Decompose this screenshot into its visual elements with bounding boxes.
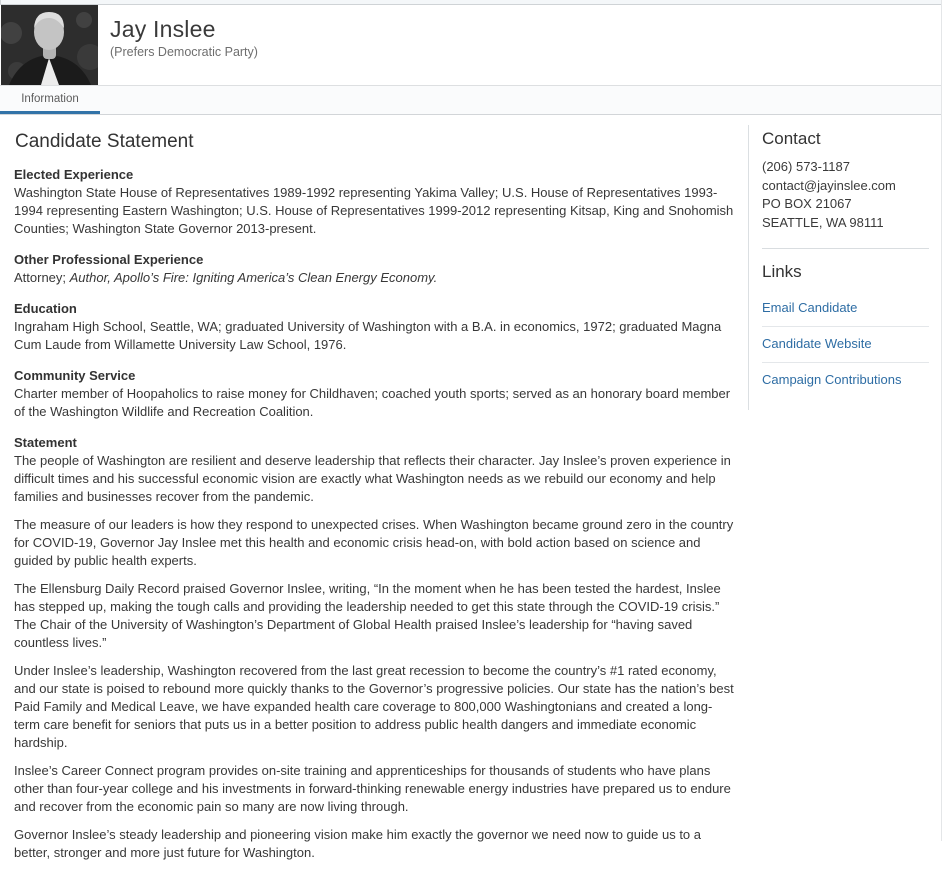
sidebar-divider — [762, 248, 929, 249]
links-heading: Links — [762, 262, 802, 281]
section-body: Washington State House of Representatives 1989-1992 representing Yakima Valley; U.S. House of Representatives 1993-1994 representing Eastern Washington; U.S. House of Representatives 1999-2012 representing Kitsap, King and Snohomish Counties; Washington State Governor 2013-present. — [14, 185, 734, 236]
statement-paragraph: The measure of our leaders is how they respond to unexpected crises. When Washington became ground zero in the country for COVID-19, Governor Jay Inslee met this health and economic crisis head-on, with bold action based on science and guided by public health experts. — [14, 517, 734, 568]
section-community-service — [14, 367, 735, 421]
statement-paragraph: Inslee’s Career Connect program provides on-site training and apprenticeships for thousands of students who have plans other than four-year college and his investments in forward-thinking renewable energy industries have prepared us to endure and recover from the economic pain so many are now living through. — [14, 763, 731, 814]
contact-address-line2: SEATTLE, WA 98111 — [762, 214, 884, 230]
campaign-contributions-link[interactable]: Campaign Contributions — [762, 372, 902, 387]
candidate-header — [0, 5, 941, 86]
section-other-professional-experience — [14, 251, 735, 287]
section-body: Ingraham High School, Seattle, WA; graduated University of Washington with a B.A. in economics, 1972; graduated Magna Cum Laude from Willamette University Law School, 1976. — [14, 319, 722, 352]
section-heading: Statement — [14, 435, 77, 450]
tab-information[interactable]: Information — [0, 86, 100, 114]
candidate-statement-panel — [0, 115, 748, 882]
email-candidate-link[interactable]: Email Candidate — [762, 300, 858, 315]
content-area — [0, 115, 941, 882]
statement-paragraph: Under Inslee’s leadership, Washington recovered from the last great recession to become the country’s #1 rated economy, and our state is poised to rebound more quickly thanks to the Governor’s progressive policies. Our state has the nation’s best Paid Family and Medical Leave, we have expanded health care coverage to 800,000 Washingtonians and created a long-term care benefit for seniors that puts us in a better position to address public health dangers and immediate economic hardship. — [14, 663, 734, 750]
statement-paragraph: The Ellensburg Daily Record praised Governor Inslee, writing, “In the moment when he has been tested the hardest, Inslee has stepped up, making the tough calls and providing the leadership needed to get this state through the COVID-19 crisis.” The Chair of the University of Washington’s Department of Global Health praised Inslee’s leadership for “having saved countless lives.” — [14, 581, 721, 650]
statement-paragraph: The people of Washington are resilient and deserve leadership that reflects their character. Jay Inslee’s proven experience in difficult times and his successful economic vision are exactly what Washington needs as we rebuild our economy and help families and businesses recover from the pandemic. — [14, 453, 731, 504]
link-row — [762, 291, 929, 327]
contact-heading: Contact — [762, 129, 821, 148]
tab-bar — [0, 86, 941, 115]
page-title: Candidate Statement — [15, 131, 194, 152]
section-heading: Elected Experience — [14, 167, 134, 182]
link-row — [762, 327, 929, 363]
candidate-photo — [1, 5, 98, 85]
section-statement — [14, 434, 735, 862]
candidate-website-link[interactable]: Candidate Website — [762, 336, 872, 351]
section-heading: Education — [14, 301, 77, 316]
party-preference: (Prefers Democratic Party) — [110, 45, 258, 59]
contact-address-line1: PO BOX 21067 — [762, 196, 852, 211]
contact-phone: (206) 573-1187 — [762, 159, 850, 174]
statement-paragraph: Governor Inslee’s steady leadership and pioneering vision make him exactly the governor we need now to guide us to a better, stronger and more just future for Washington. — [14, 827, 702, 860]
candidate-name: Jay Inslee — [110, 16, 216, 42]
section-body: Charter member of Hoopaholics to raise money for Childhaven; coached youth sports; served as an honorary board member of the Washington Wildlife and Recreation Coalition. — [14, 386, 731, 419]
link-row — [762, 363, 929, 398]
other-professional-regular: Attorney; — [14, 270, 70, 285]
section-body — [14, 269, 735, 287]
section-heading: Other Professional Experience — [14, 252, 204, 267]
section-elected-experience — [14, 166, 735, 238]
section-education — [14, 300, 735, 354]
contact-email: contact@jayinslee.com — [762, 177, 896, 193]
other-professional-book-title: Author, Apollo’s Fire: Igniting America’s Clean Energy Economy. — [69, 270, 438, 285]
section-heading: Community Service — [14, 368, 136, 383]
sidebar — [748, 125, 941, 410]
